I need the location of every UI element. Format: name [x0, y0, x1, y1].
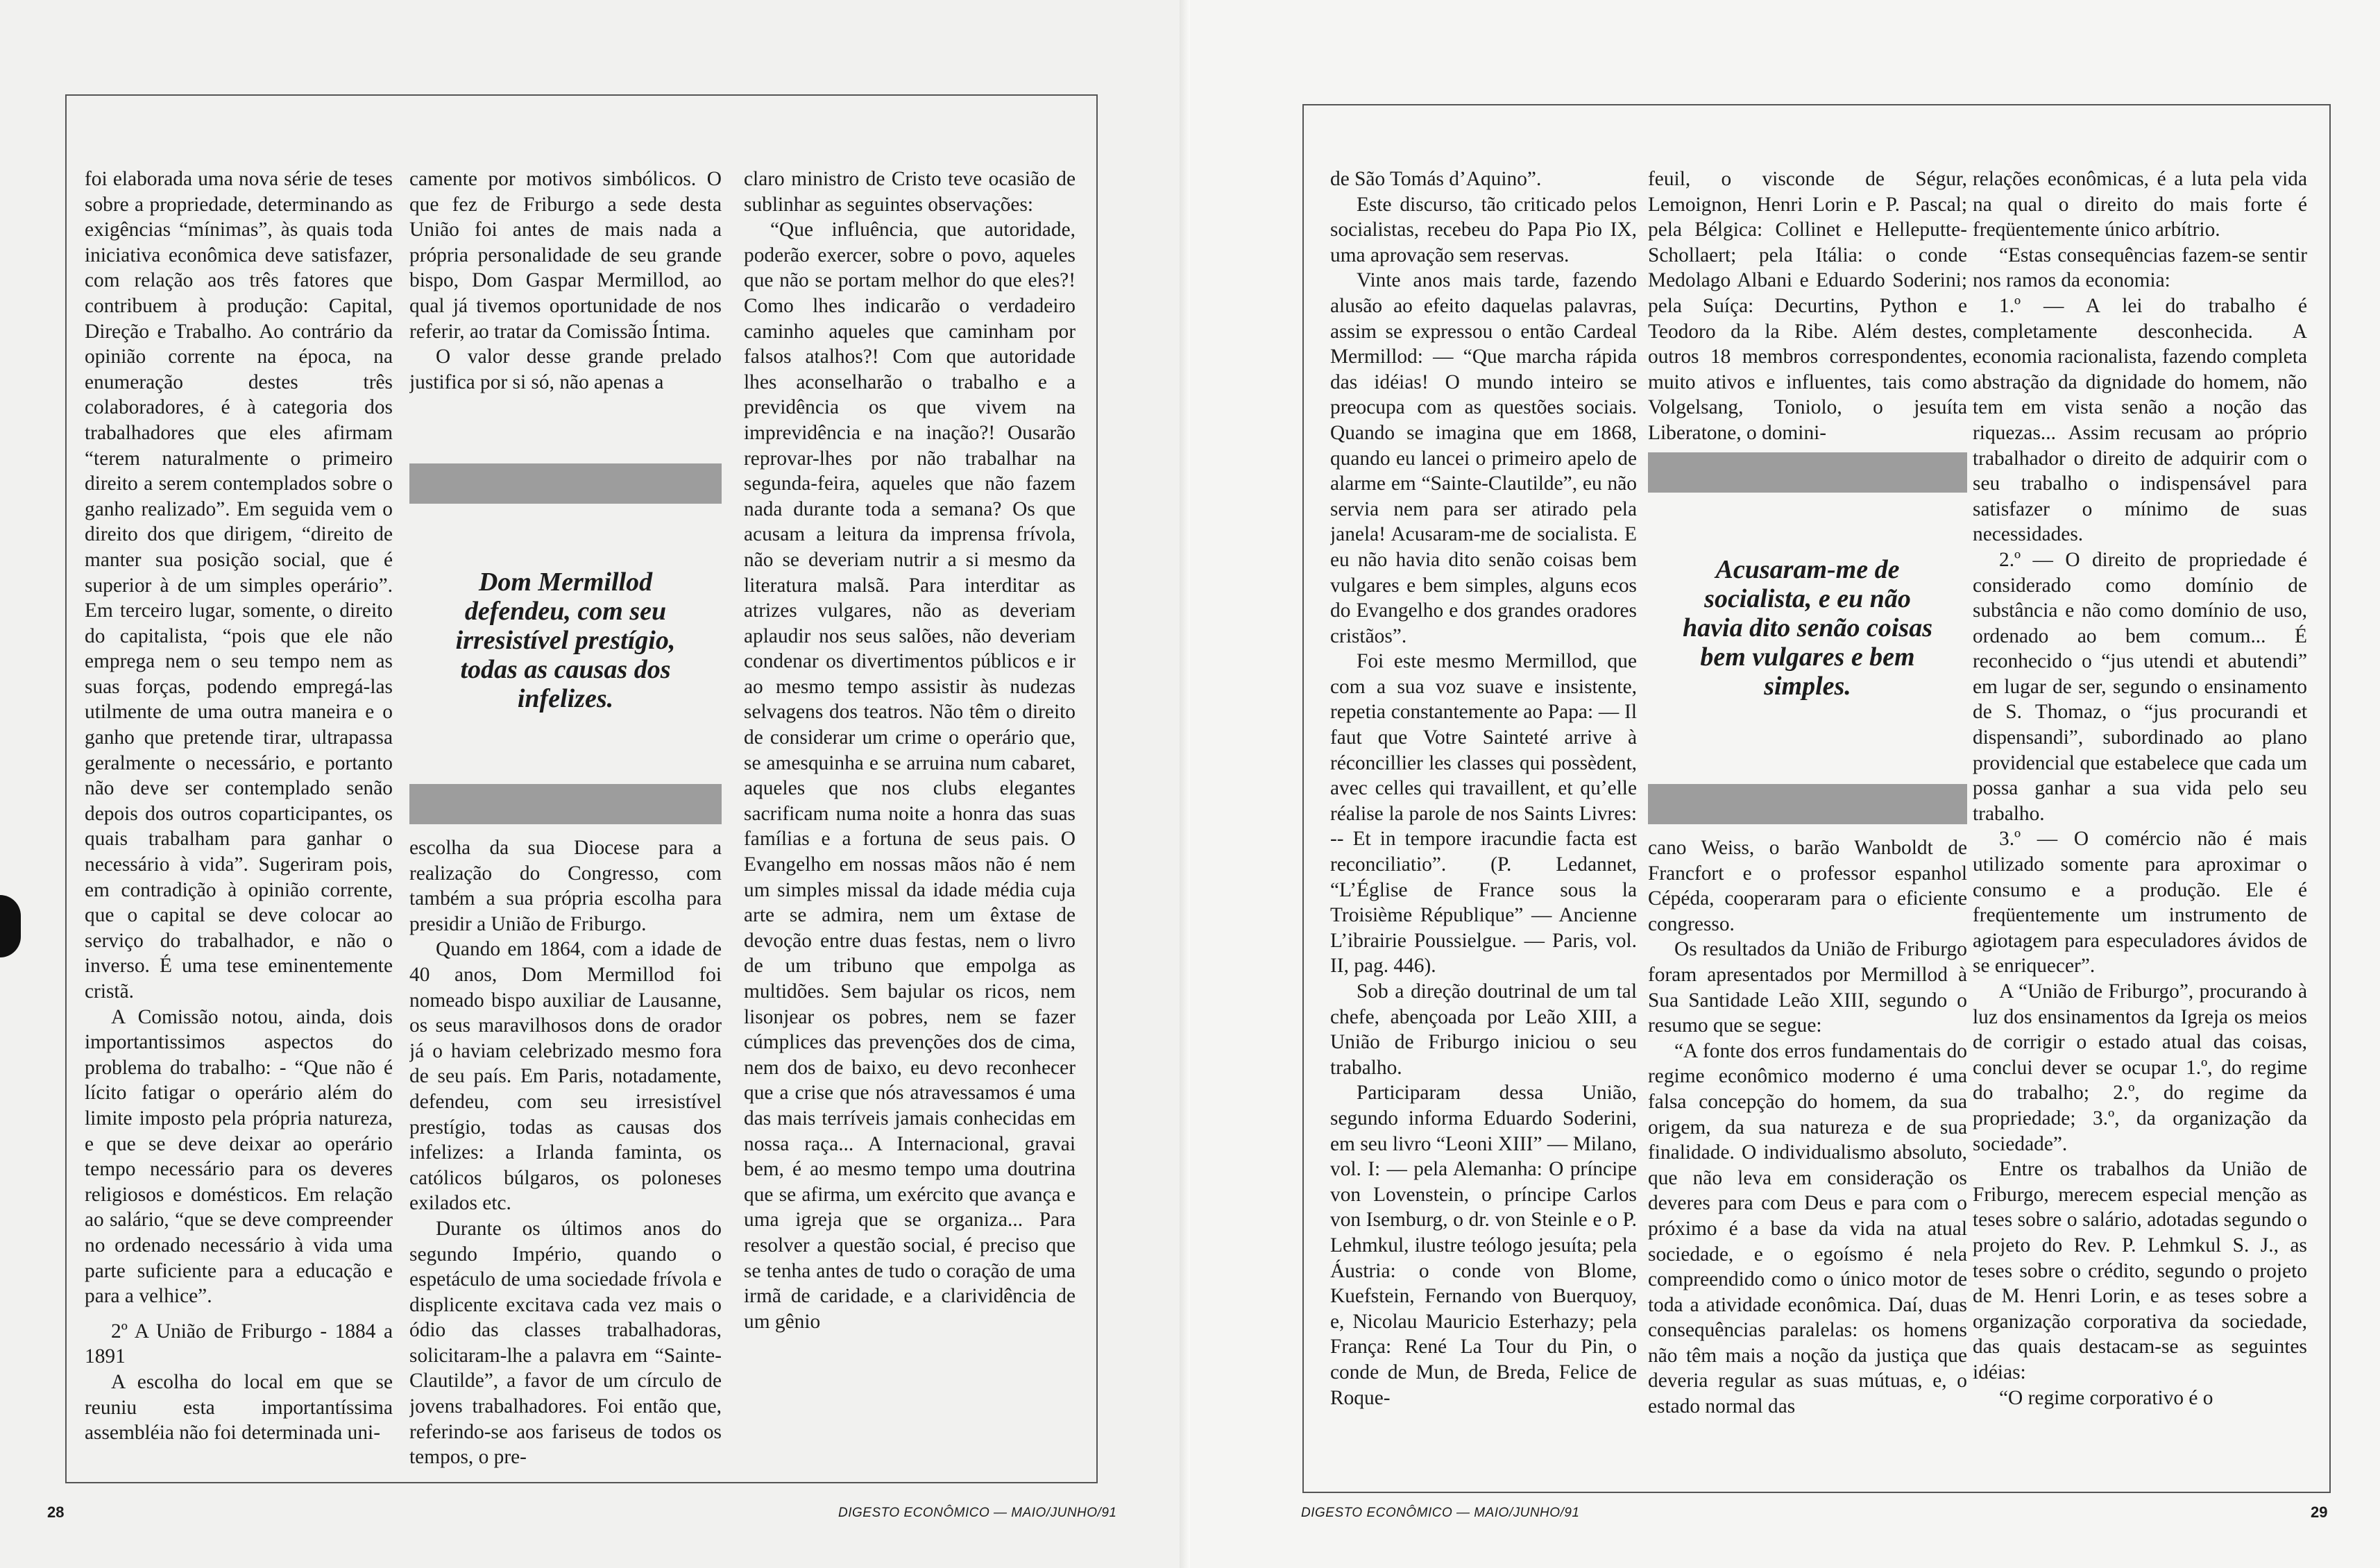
- paragraph: claro ministro de Cristo teve ocasião de sublinhar as seguintes observações:: [744, 168, 1076, 216]
- left-column-3: [744, 167, 1076, 1471]
- pullquote-top-bar: [1648, 452, 1967, 493]
- paragraph: relações econômicas, é a luta pela vida na qual o direito do mais forte é freqüentemente único arbítrio.: [1973, 168, 2307, 241]
- paragraph: 2.º — O direito de propriedade é considerado como domínio de substância e não como domínio de uso, ordenado ao bem comum... É reconhecido o “jus utendi et abutendi” em lugar de ser, segundo o ensinamento de S. Thomaz, o “jus procurandi et dispensandi”, subordinado ao plano providencial que estabelece que cada um possa ganhar a sua vida pelo seu trabalho.: [1973, 548, 2307, 825]
- paragraph: “Que influência, que autoridade, poderão exercer, sobre o povo, aqueles que não se portam melhor do que eles?! Como lhes indicarão o verdadeiro caminho aqueles que caminham por falsos atalhos?! Com que autoridade lhes aconselharão o trabalho e a previdência os que vivem na imprevidência e na inação?! Ousarão reprovar-lhes por não trabalhar na segunda-feira, aqueles que não fazem nada durante toda a semana? Os que acusam a leitura da imprensa frívola, não se deveriam nutrir a si mesmo da literatura malsã. Para interditar as atrizes vulgares, não as deveriam aplaudir nos seus salões, não deveriam condenar os divertimentos públicos e ir ao mesmo tempo assistir às nudezas selvagens dos teatros. Não têm o direito de considerar um crime o operário que, se amesquinha e se arruina num cabaret, aqueles que nos clubs elegantes sacrificam numa noite a honra das suas famílias e a fortuna de seus pais. O Evangelho em nossas mãos não é nem um simples missal da idade média cuja arte se admira, nem um êxtase de devoção entre duas festas, nem o livro de um tribuno que empolga as multidões. Sem bajular os ricos, nem lisonjear os pobres, nem se fazer cúmplices das prevenções dos de cima, nem dos de baixo, eu devo reconhecer que a crise que nós atravessamos é uma das mais terríveis jamais conhecidas em nossa raça... A Internacional, gravai bem, é ao mesmo tempo uma doutrina que se afirma, um exército que avança e uma igreja que se organiza... Para resolver a questão social, é preciso que se tenha antes de tudo o coração de uma irmã de caridade, e a clarividência de um gênio: [744, 219, 1076, 1333]
- paragraph: feuil, o visconde de Ségur, Lemoignon, Henri Lorin e P. Pascal; pela Bélgica: Collinet e Helleputte-Schollaert; pela Itália: o conde Medolago Albani e Eduardo Soderini; pela Suíça: Decurtins, Python e Teodoro da la Ribe. Além destes, outros 18 membros correspondentes, muito ativos e influentes, tais como Volgelsang, Toniolo, o jesuíta Liberatone, o domini-: [1648, 168, 1967, 444]
- pullquote-top-bar: [409, 463, 722, 504]
- right-column-2-bottom: [1648, 835, 1967, 1478]
- paragraph: A escolha do local em que se reuniu esta importantíssima assembléia não foi determinada uni-: [85, 1370, 393, 1445]
- pullquote-bottom-bar: [1648, 784, 1967, 824]
- paragraph: “O regime corporativo é o: [1999, 1386, 2213, 1409]
- paragraph: Durante os últimos anos do segundo Império, quando o espetáculo de uma sociedade frívola e displicente excitava cada vez mais o ódio das classes trabalhadoras, solicitaram-lhe a palavra em “Sainte-Clautilde”, a favor de um círculo de jovens trabalhadores. Foi então que, referindo-se aos fariseus de todos os tempos, o pre-: [409, 1217, 722, 1469]
- paragraph: O valor desse grande prelado justifica por si só, não apenas a: [409, 346, 722, 393]
- paragraph: Quando em 1864, com a idade de 40 anos, Dom Mermillod foi nomeado bispo auxiliar de Lausanne, os seus maravilhosos dons de orador já o haviam celebrizado mesmo fora de seu país. Em Paris, notadamente, defendeu, com seu irresistível prestígio, todas as causas dos infelizes: a Irlanda faminta, os católicos búlgaros, os poloneses exilados etc.: [409, 938, 722, 1215]
- paragraph: Participaram dessa União, segundo informa Eduardo Soderini, em seu livro “Leoni XIII” — Milano, vol. I: — pela Alemanha: O príncipe von Lovenstein, o príncipe Carlos von Isemburg, o dr. von Steinle e o P. Lehmkul, ilustre teólogo jesuíta; pela Áustria: o conde von Blome, Kuefstein, Fernando von Buerquoy, e, Nicolau Mauricio Esterhazy; pela França: René La Tour du Pin, o conde de Mun, de Breda, Felice de Roque-: [1330, 1082, 1637, 1409]
- paragraph: escolha da sua Diocese para a realização do Congresso, com também a sua própria escolha para presidir a União de Friburgo.: [409, 837, 722, 935]
- left-column-2-bottom: [409, 835, 722, 1471]
- right-page: [1190, 0, 2380, 1568]
- pullquote: Dom Mermillod defendeu, com seu irresistível prestígio, todas as causas dos infelizes.: [455, 568, 676, 713]
- right-column-3: [1973, 167, 2307, 1478]
- binder-hole: [0, 895, 21, 957]
- paragraph: Entre os trabalhos da União de Friburgo, merecem especial menção as teses sobre o salário, adotadas segundo o projeto do Rev. P. Lehmkul S. J., as teses sobre o crédito, segundo o projeto de M. Henri Lorin, e as teses sobre a organização corporativa da sociedade, das quais destacam-se as seguintes idéias:: [1973, 1158, 2307, 1383]
- pullquote: Acusaram-me de socialista, e eu não havia dito senão coisas bem vulgares e bem simples.: [1683, 555, 1932, 701]
- paragraph: 1.º — A lei do trabalho é completamente desconhecida. A economia racionalista, fazendo completa abstração da dignidade do homem, não tem em vista senão a noção das riquezas... Assim recusam ao próprio trabalhador o direito de adquirir com o seu trabalho o indispensável para satisfazer o mínimo de suas necessidades.: [1973, 294, 2307, 546]
- paragraph: Este discurso, tão criticado pelos socialistas, recebeu do Papa Pio IX, uma aprovação sem reservas.: [1330, 193, 1637, 266]
- paragraph: Foi este mesmo Mermillod, que com a sua voz suave e insistente, repetia constantemente ao Papa: — Il faut que Votre Sainteté arrive à réconcillier les classes qui possèdent, avec celles qui travaillent, et qu’elle réalise la parole de nos Saints Livres: -- Et in tempore iracundie facta est reconciliatio”. (P. Ledannet, “L’Église de France sous la Troisième République” — Ancienne L’ibrairie Poussielgue. — Paris, vol. II, pag. 446).: [1330, 650, 1637, 978]
- paragraph: de São Tomás d’Aquino”.: [1330, 168, 1542, 190]
- paragraph: Os resultados da União de Friburgo foram apresentados por Mermillod à Sua Santidade Leão XIII, segundo o resumo que se segue:: [1648, 938, 1967, 1037]
- paragraph: A Comissão notou, ainda, dois importantissimos aspectos do problema do trabalho: - “Que não é lícito fatigar o operário além do limite imposto pela própria natureza, e que se deve deixar ao operário tempo necessário para os deveres religiosos e domésticos. Em relação ao salário, “que se deve compreender no ordenado necessário à vida uma parte suficiente para a educação e para a velhice”.: [85, 1005, 393, 1308]
- paragraph: “Estas consequências fazem-se sentir nos ramos da economia:: [1973, 244, 2307, 292]
- left-column-1: [85, 167, 393, 1471]
- paragraph: 3.º — O comércio não é mais utilizado somente para aproximar o consumo e a produção. Ele é freqüentemente um instrumento de agiotagem para especuladores ávidos de se enriquecer”.: [1973, 828, 2307, 978]
- page-number: 28: [47, 1503, 65, 1521]
- pullquote-bottom-bar: [409, 784, 722, 824]
- paragraph: “A fonte dos erros fundamentais do regime econômico moderno é uma falsa concepção do homem, da sua origem, da sua natureza e de sua finalidade. O individualismo absoluto, que não leva em consideração os deveres para com Deus e para com o próximo é a base da vida na atual sociedade, e o egoísmo é nela compreendido como o único motor de toda a atividade econômica. Daí, duas consequências paralelas: os homens não têm mais a noção da justiça que deveria regular as suas mútuas, e, o estado normal das: [1648, 1039, 1967, 1418]
- paragraph: cano Weiss, o barão Wanboldt de Francfort e o professor espanhol Cépéda, cooperaram para o eficiente congresso.: [1648, 837, 1967, 935]
- paragraph: Vinte anos mais tarde, fazendo alusão ao efeito daquelas palavras, assim se expressou o então Cardeal Mermillod: — “Que marcha rápida das idéias! O mundo inteiro se preocupa com as questões sociais. Quando se imagina que em 1868, quando eu lancei o primeiro apelo de alarme em “Sainte-Clautilde”, eu não servia nem para ser atirado pela janela! Acusaram-me de socialista. E eu não havia dito senão coisas bem vulgares e bem simples, alguns ecos do Evangelho e dos grandes oradores cristãos”.: [1330, 269, 1637, 647]
- paragraph: camente por motivos simbólicos. O que fez de Friburgo a sede desta União foi antes de mais nada a própria personalidade de seu grande bispo, Dom Gaspar Mermillod, ao qual já tivemos oportunidade de nos referir, ao tratar da Comissão Íntima.: [409, 168, 722, 343]
- paragraph: A “União de Friburgo”, procurando à luz dos ensinamentos da Igreja os meios de corrigir o estado atual das coisas, conclui dever se ocupar 1.º, do regime do trabalho; 2.º, do regime da propriedade; 3.º, da organização da sociedade”.: [1973, 980, 2307, 1155]
- footer-running-title: DIGESTO ECONÔMICO — MAIO/JUNHO/91: [838, 1506, 1117, 1520]
- right-column-2-top: [1648, 167, 1967, 444]
- paragraph: foi elaborada uma nova série de teses sobre a propriedade, determinando as exigências “mínimas”, às quais toda iniciativa econômica deve satisfazer, com relação aos três fatores que contribuem à produção: Capital, Direção e Trabalho. Ao contrário da opinião corrente na época, na enumeração destes três colaboradores, é à categoria dos trabalhadores que eles afirmam “terem naturalmente o primeiro direito a serem contemplados sobre o ganho realizado”. Em seguida vem o direito dos que dirigem, “direito de manter sua posição social, que é superior à de um simples operário”. Em terceiro lugar, somente, o direito do capitalista, “pois que ele não emprega nem o seu tempo nem as suas forças, podendo empregá-las utilmente de uma outra maneira e o ganho que pretende tirar, ultrapassa geralmente o necessário, e portanto não deve ser contemplado senão depois dos outros coparticipantes, os quais trabalham para ganhar o necessário à vida”. Sugeriram pois, em contradição à opinião corrente, que o capital se deve colocar ao serviço do trabalhador, e não o inverso. É uma tese eminentemente cristã.: [85, 168, 393, 1003]
- page-number: 29: [2311, 1503, 2328, 1521]
- left-column-2-top: [409, 167, 722, 444]
- footer-running-title: DIGESTO ECONÔMICO — MAIO/JUNHO/91: [1301, 1506, 1580, 1520]
- section-heading: 2º A União de Friburgo - 1884 a 1891: [85, 1320, 393, 1368]
- paragraph: Sob a direção doutrinal de um tal chefe, abençoada por Leão XIII, a União de Friburgo iniciou o seu trabalho.: [1330, 980, 1637, 1079]
- right-column-1: [1330, 167, 1637, 1478]
